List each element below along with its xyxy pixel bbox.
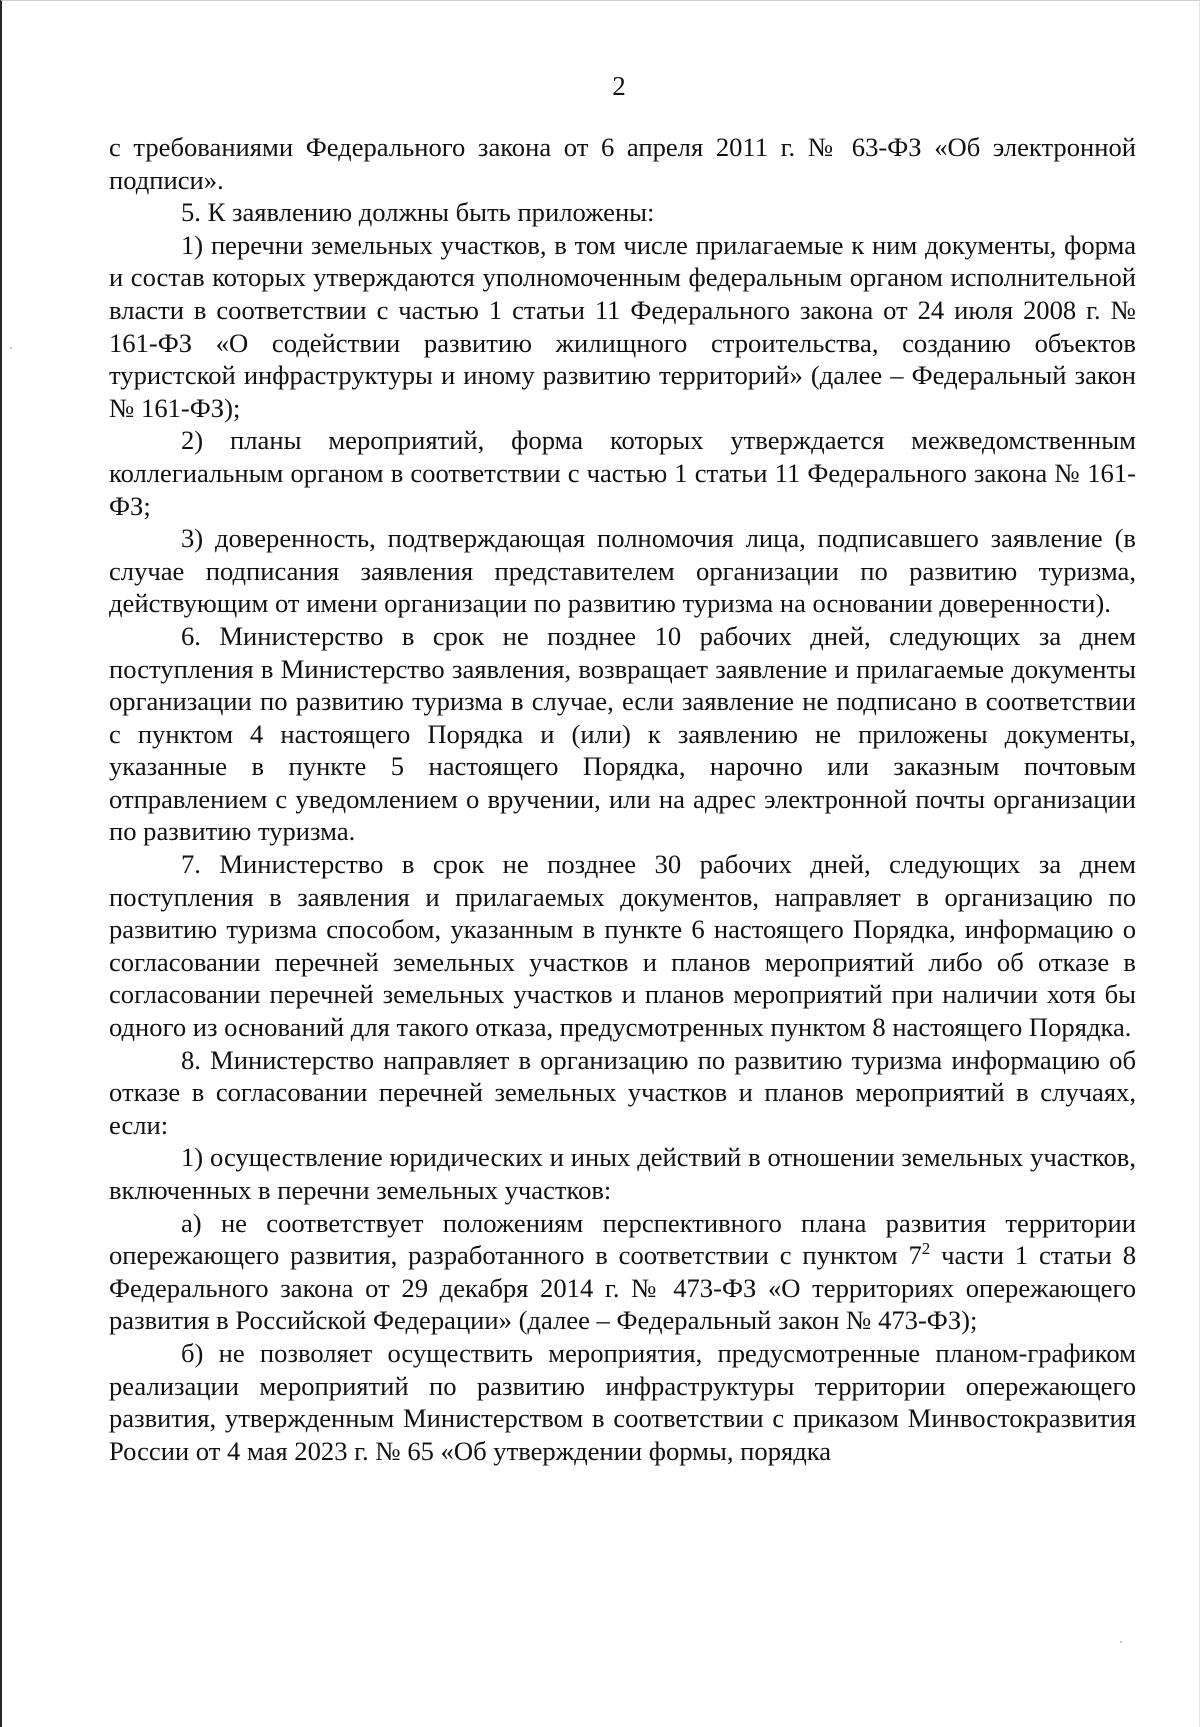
scan-speck xyxy=(10,347,12,349)
paragraph-continuation: с требованиями Федерального закона от 6 апреля 2011 г. № 63-ФЗ «Об электронной подписи». xyxy=(109,132,1136,195)
paragraph-item-8-1-b: б) не позволяет осуществить мероприятия, предусмотренные планом-графиком реализации мероприятий по развитию инфраструктуры территории опережающего развития, утвержденным Министерством в соответствии с приказом Минвостокразвития России от 4 мая 2023 г. № 65 «Об утверждении формы, порядка xyxy=(109,1337,1136,1466)
paragraph-item-5: 5. К заявлению должны быть приложены: xyxy=(181,197,655,228)
paragraph-item-7: 7. Министерство в срок не позднее 30 рабочих дней, следующих за днем поступления в заявления и прилагаемых документов, направляет в организацию по развитию туризма способом, указанным в пункте 6 настоящего Порядка, информацию о согласовании перечней земельных участков и планов мероприятий либо об отказе в согласовании перечней земельных участков и планов мероприятий при наличии хотя бы одного из оснований для такого отказа, предусмотренных пунктом 8 настоящего Порядка. xyxy=(109,849,1136,1043)
paragraph-item-5-3: 3) доверенность, подтверждающая полномочия лица, подписавшего заявление (в случае подписания заявления представителем организации по развитию туризма, действующим от имени организации по развитию туризма на основании доверенности). xyxy=(109,523,1136,619)
paragraph-text-part: а) не соответствует положениям перспективного плана развития территории опережающего развития, разработанного в соответствии с пунктом 7 xyxy=(109,1207,1136,1271)
paragraph-item-8-1-a xyxy=(109,1207,1136,1337)
paragraph-item-5-1: 1) перечни земельных участков, в том числе прилагаемые к ним документы, форма и состав которых утверждаются уполномоченным федеральным органом исполнительной власти в соответствии с частью 1 статьи 11 Федерального закона от 24 июля 2008 г. № 161-ФЗ «О содействии развитию жилищного строительства, созданию объектов туристской инфраструктуры и иному развитию территорий» (далее – Федеральный закон № 161-ФЗ); xyxy=(109,229,1136,423)
paragraph-item-8: 8. Министерство направляет в организацию по развитию туризма информацию об отказе в согласовании перечней земельных участков и планов мероприятий в случаях, если: xyxy=(109,1044,1136,1140)
paragraph-item-8-1: 1) осуществление юридических и иных действий в отношении земельных участков, включенных в перечни земельных участков: xyxy=(109,1142,1136,1205)
paragraph-text-part: части 1 статьи 8 Федерального закона от 29 декабря 2014 г. № 473-ФЗ «О территориях опережающего развития в Российской Федерации» (далее – Федеральный закон № 473-ФЗ); xyxy=(109,1240,1136,1336)
scan-speck xyxy=(1120,1641,1122,1643)
paragraph-item-5-2: 2) планы мероприятий, форма которых утверждается межведомственным коллегиальным органом в соответствии с частью 1 статьи 11 Федерального закона № 161-ФЗ; xyxy=(109,425,1136,521)
page-number: 2 xyxy=(612,71,626,101)
superscript: 2 xyxy=(921,1239,931,1259)
paragraph-item-6: 6. Министерство в срок не позднее 10 рабочих дней, следующих за днем поступления в Министерство заявления, возвращает заявление и прилагаемые документы организации по развитию туризма в случае, если заявление не подписано в соответствии с пунктом 4 настоящего Порядка и (или) к заявлению не приложены документы, указанные в пункте 5 настоящего Порядка, нарочно или заказным почтовым отправлением с уведомлением о вручении, или на адрес электронной почты организации по развитию туризма. xyxy=(109,620,1136,847)
document-body xyxy=(109,131,1136,1467)
